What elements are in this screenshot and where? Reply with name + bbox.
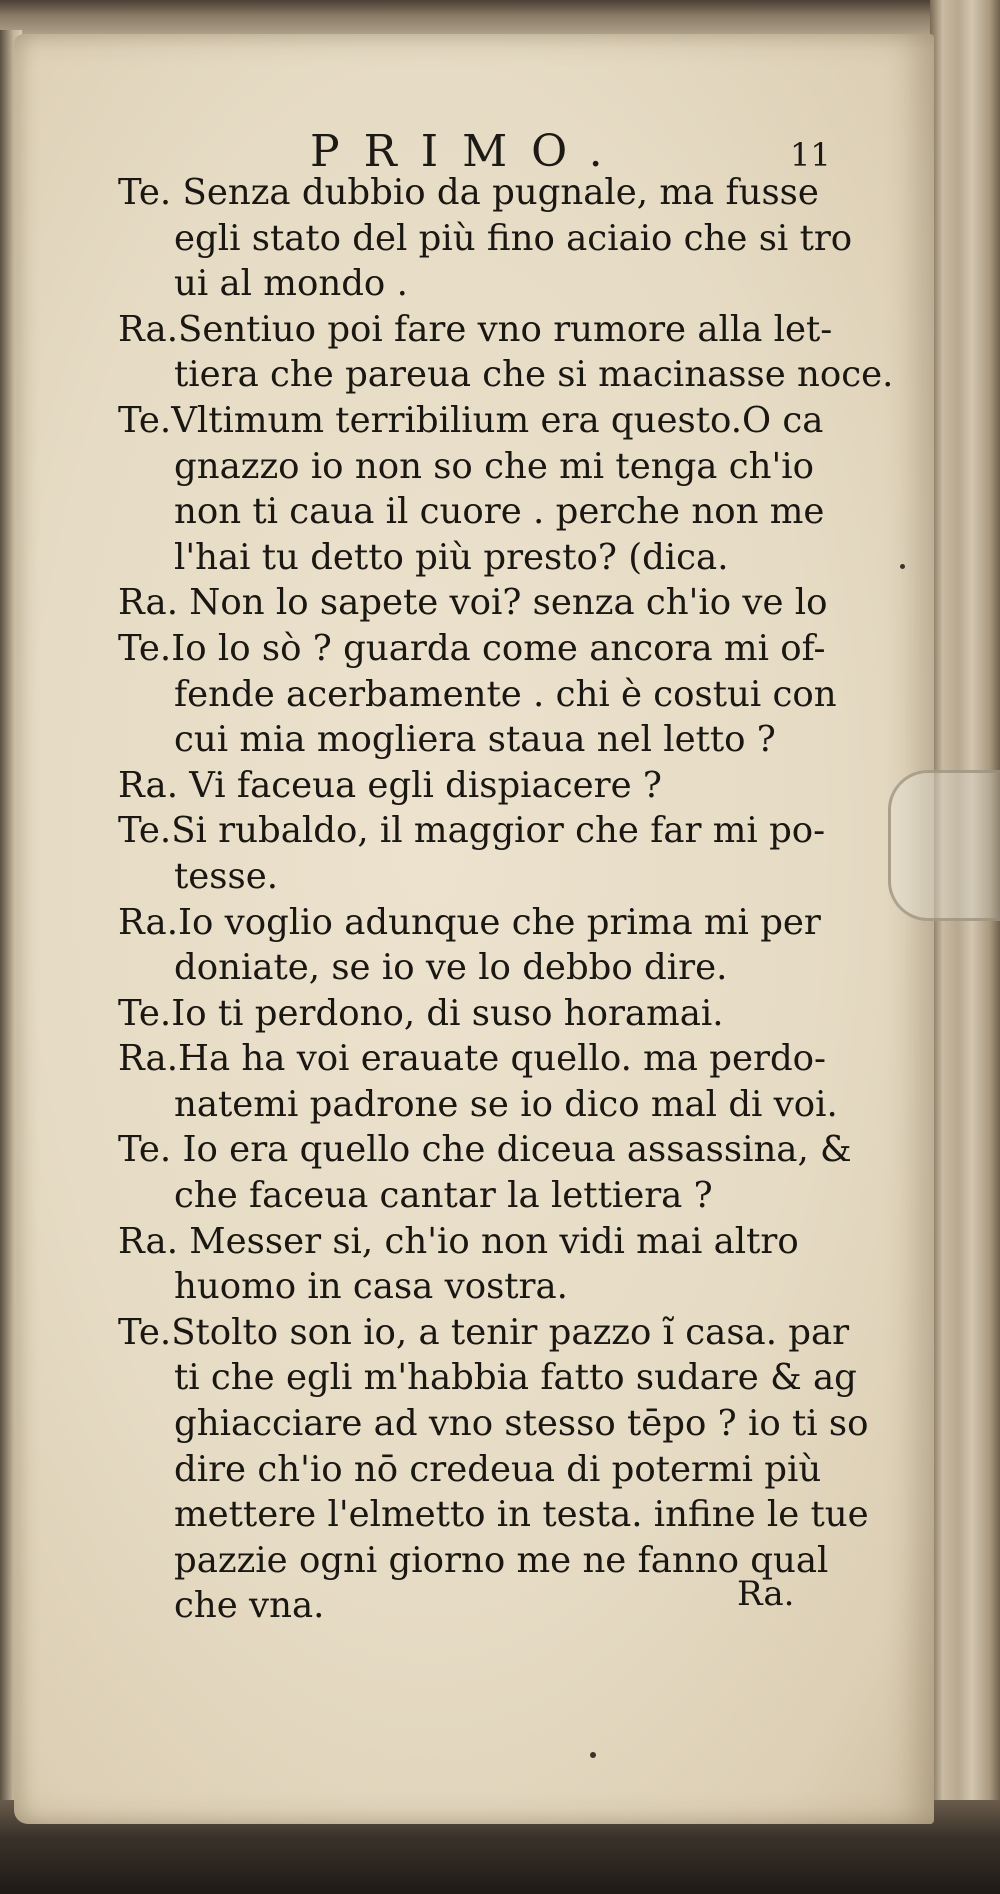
- text-line: che faceua cantar la lettiera ?: [174, 1175, 713, 1217]
- text-line: huomo in casa vostra.: [174, 1266, 568, 1308]
- book-page: [14, 34, 934, 1824]
- text-line: mettere l'elmetto in testa. infine le tue: [174, 1494, 869, 1536]
- text-line: doniate, se io ve lo debbo dire.: [174, 947, 728, 989]
- text-line: Te.Io ti perdono, di suso horamai.: [118, 992, 724, 1034]
- text-line: pazzie ogni giorno me ne fanno qual: [174, 1539, 829, 1581]
- text-line: Ra.Ha ha voi erauate quello. ma perdo-: [118, 1038, 827, 1080]
- page-clip: [888, 770, 1000, 921]
- page-number: 11: [790, 136, 831, 174]
- text-line: Ra. Non lo sapete voi? senza ch'io ve lo: [118, 582, 828, 624]
- text-line: Ra. Vi faceua egli dispiacere ?: [118, 764, 662, 806]
- text-line: tesse.: [174, 855, 279, 897]
- text-line: gnazzo io non so che mi tenga ch'io: [174, 445, 814, 487]
- ink-speck: [590, 1752, 596, 1758]
- text-line: Ra.Io voglio adunque che prima mi per: [118, 901, 821, 943]
- text-line: l'hai tu detto più presto? (dica.: [174, 536, 729, 578]
- text-line: fende acerbamente . chi è costui con: [174, 673, 837, 715]
- text-line: Te.Io lo sò ? guarda come ancora mi of-: [118, 627, 826, 669]
- text-line: Ra. Messer si, ch'io non vidi mai altro: [118, 1220, 799, 1262]
- text-line: Te. Io era quello che diceua assassina, &: [118, 1129, 852, 1171]
- text-line: ti che egli m'habbia fatto sudare & ag: [174, 1357, 857, 1399]
- text-line: che vna.: [174, 1585, 325, 1627]
- text-line: dire ch'io nō credeua di potermi più: [174, 1448, 822, 1490]
- text-line: tiera che pareua che si macinasse noce.: [174, 354, 894, 396]
- running-head: PRIMO.: [310, 126, 627, 177]
- text-line: egli stato del più fino aciaio che si tro: [174, 217, 853, 259]
- book-fore-edge: [930, 0, 1000, 1894]
- text-line: Te.Stolto son io, a tenir pazzo ĩ casa. par: [118, 1311, 850, 1353]
- text-line: ui al mondo .: [174, 263, 408, 305]
- text-line: Ra.Sentiuo poi fare vno rumore alla let-: [118, 308, 833, 350]
- catchword: Ra.: [737, 1574, 795, 1614]
- text-line: natemi padrone se io dico mal di voi.: [174, 1083, 838, 1125]
- text-line: ghiacciare ad vno stesso tēpo ? io ti so: [174, 1403, 869, 1445]
- text-line: non ti caua il cuore . perche non me: [174, 491, 825, 533]
- text-line: Te.Vltimum terribilium era questo.O ca: [118, 399, 824, 441]
- text-line: Te.Si rubaldo, il maggior che far mi po-: [118, 810, 826, 852]
- dialogue-text: [118, 170, 894, 1629]
- text-line: Te. Senza dubbio da pugnale, ma fusse: [118, 172, 819, 213]
- ink-speck: [900, 564, 905, 569]
- text-line: cui mia mogliera staua nel letto ?: [174, 719, 776, 761]
